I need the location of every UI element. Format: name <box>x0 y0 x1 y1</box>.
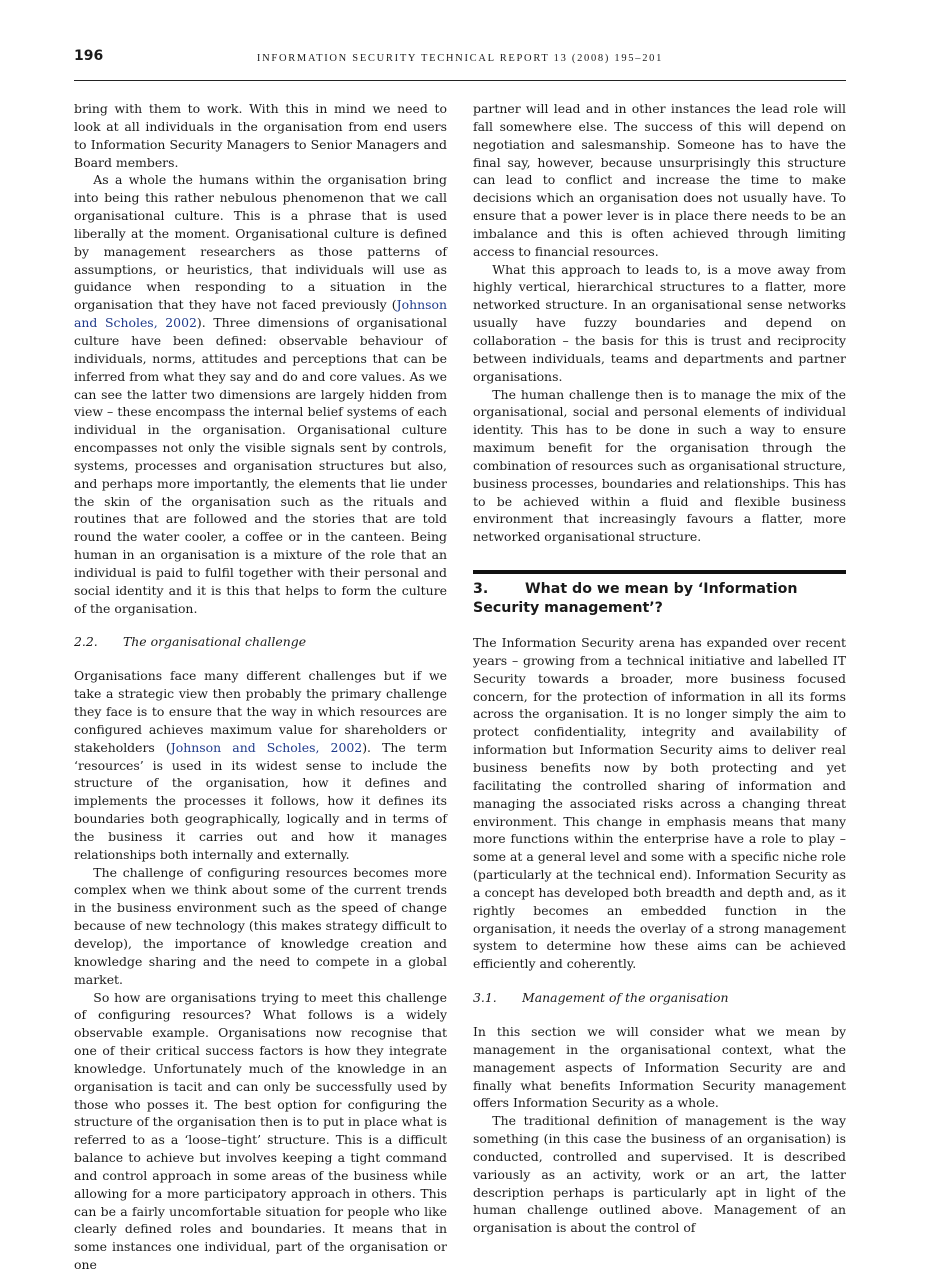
subsection-heading <box>74 633 447 651</box>
section-title-line-1: What do we mean by ‘Information <box>525 581 797 597</box>
subsection-title: The organisational challenge <box>123 634 306 649</box>
paragraph: The Information Security arena has expanded over recent years – growing from a technical initiative and labelled IT Security towards a broader, more business focused concern, for the protection of information in all its forms across the organisation. It is no longer simply the aim to protect confidentiality, integrity and availability of information but Information Security aims to deliver real business benefits now by both protecting and yet facilitating the controlled sharing of information and managing the associated risks across a changing threat environment. This change in emphasis means that many more functions within the enterprise have a role to play – some at a general level and some with a specific niche role (particularly at the technical end). Information Security as a concept has developed both breadth and depth and, as it rightly becomes an embedded function in the organisation, it needs the overlay of a strong management system to determine how these aims can be achieved efficiently and coherently. <box>473 634 846 973</box>
paragraph: The human challenge then is to manage the mix of the organisational, social and personal elements of individual identity. This has to be done in such a way to ensure maximum benefit for the organisation through the combination of resources such as organisational structure, business processes, boundaries and relationships. This has to be achieved within a fluid and flexible business environment that increasingly favours a flatter, more networked organisational structure. <box>473 386 846 547</box>
paragraph-text: ). The term ‘resources’ is used in its widest sense to include the structure of the organisation, how it defines and implements the processes it follows, how it defines its boundaries both geographically, logically and in terms of the business it carries out and how it manages relationships both internally and externally. <box>74 740 447 862</box>
subsection-number: 3.1. <box>473 989 522 1007</box>
paragraph-text: ). Three dimensions of organisational culture have been defined: observable behaviour of individuals, norms, attitudes and perceptions that can be inferred from what they say and do and core values. As we can see the latter two dimensions are largely hidden from view – these encompass the internal belief systems of each individual in the organisation. Organisational culture encompasses not only the visible signals sent by controls, systems, processes and organisation structures but also, and perhaps more importantly, the elements that lie under the skin of the organisation such as the rituals and routines that are followed and the stories that are told round the water cooler, a coffee or in the canteen. Being human in an organisation is a mixture of the role that an individual is paid to fulfil together with their personal and social identity and it is this that helps to form the culture of the organisation. <box>74 315 447 616</box>
citation-link[interactable]: Johnson and Scholes, 2002 <box>171 740 362 755</box>
subsection-number: 2.2. <box>74 633 123 651</box>
section-title-line-2: Security management’? <box>473 600 663 616</box>
paragraph <box>74 171 447 617</box>
paragraph-text: As a whole the humans within the organisation bring into being this rather nebulous phenomenon that we call organisational culture. This is a phrase that is used liberally at the moment. Organisational culture is defined by management researchers as those patterns of assumptions, or heuristics, that individuals will use as guidance when responding to a situation in the organisation that they have not faced previously ( <box>74 172 447 312</box>
paragraph: In this section we will consider what we mean by management in the organisational context, what the management aspects of Information Security are and finally what benefits Information Security management offers Information Security as a whole. <box>473 1023 846 1112</box>
paragraph: So how are organisations trying to meet this challenge of configuring resources? What follows is a widely observable example. Organisations now recognise that one of their critical success factors is how they integrate knowledge. Unfortunately much of the knowledge in an organisation is tacit and can only be successfully used by those who posses it. The best option for configuring the structure of the organisation then is to put in place what is referred to as a ‘loose–tight’ structure. This is a difficult balance to achieve but involves keeping a tight command and control approach in some areas of the business while allowing for a more participatory approach in others. This can be a fairly uncomfortable situation for people who like clearly defined roles and boundaries. It means that in some instances one individual, part of the organisation or one <box>74 989 447 1274</box>
page-number: 196 <box>74 48 103 64</box>
paragraph: What this approach to leads to, is a move away from highly vertical, hierarchical structures to a flatter, more networked structure. In an organisational sense networks usually have fuzzy boundaries and depend on collaboration – the basis for this is trust and reciprocity between individuals, teams and departments and partner organisations. <box>473 261 846 386</box>
paragraph: The challenge of configuring resources becomes more complex when we think about some of the current trends in the business environment such as the speed of change because of new technology (this makes strategy difficult to develop), the importance of knowledge creation and knowledge sharing and the need to compete in a global market. <box>74 864 447 989</box>
left-column <box>74 100 447 1274</box>
paragraph: bring with them to work. With this in mind we need to look at all individuals in the organisation from end users to Information Security Managers to Senior Managers and Board members. <box>74 100 447 171</box>
right-column <box>473 100 846 1237</box>
section-heading <box>473 570 846 618</box>
paragraph: The traditional definition of management is the way something (in this case the business of an organisation) is conducted, controlled and supervised. It is described variously as an activity, work or an art, the latter description perhaps is particularly apt in light of the human challenge outlined above. Management of an organisation is about the control of <box>473 1112 846 1237</box>
paragraph: partner will lead and in other instances the lead role will fall somewhere else. The success of this will depend on negotiation and salesmanship. Someone has to have the final say, however, because unsurprisingly this structure can lead to conflict and increase the time to make decisions which an organisation does not usually have. To ensure that a power lever is in place there needs to be an imbalance and this is often achieved through limiting access to financial resources. <box>473 100 846 261</box>
subsection-title: Management of the organisation <box>522 990 728 1005</box>
running-head: INFORMATION SECURITY TECHNICAL REPORT 13 (2008) 195–201 <box>74 53 846 64</box>
subsection-heading <box>473 989 846 1007</box>
paragraph-text: Organisations face many different challenges but if we take a strategic view then probably the primary challenge they face is to ensure that the way in which resources are configured achieves maximum value for shareholders or stakeholders ( <box>74 668 447 754</box>
section-title <box>473 580 846 618</box>
section-number: 3. <box>473 580 525 599</box>
citation-link[interactable]: Johnson and Scholes, 2002 <box>74 297 447 330</box>
page-header <box>74 46 846 81</box>
paragraph <box>74 667 447 863</box>
